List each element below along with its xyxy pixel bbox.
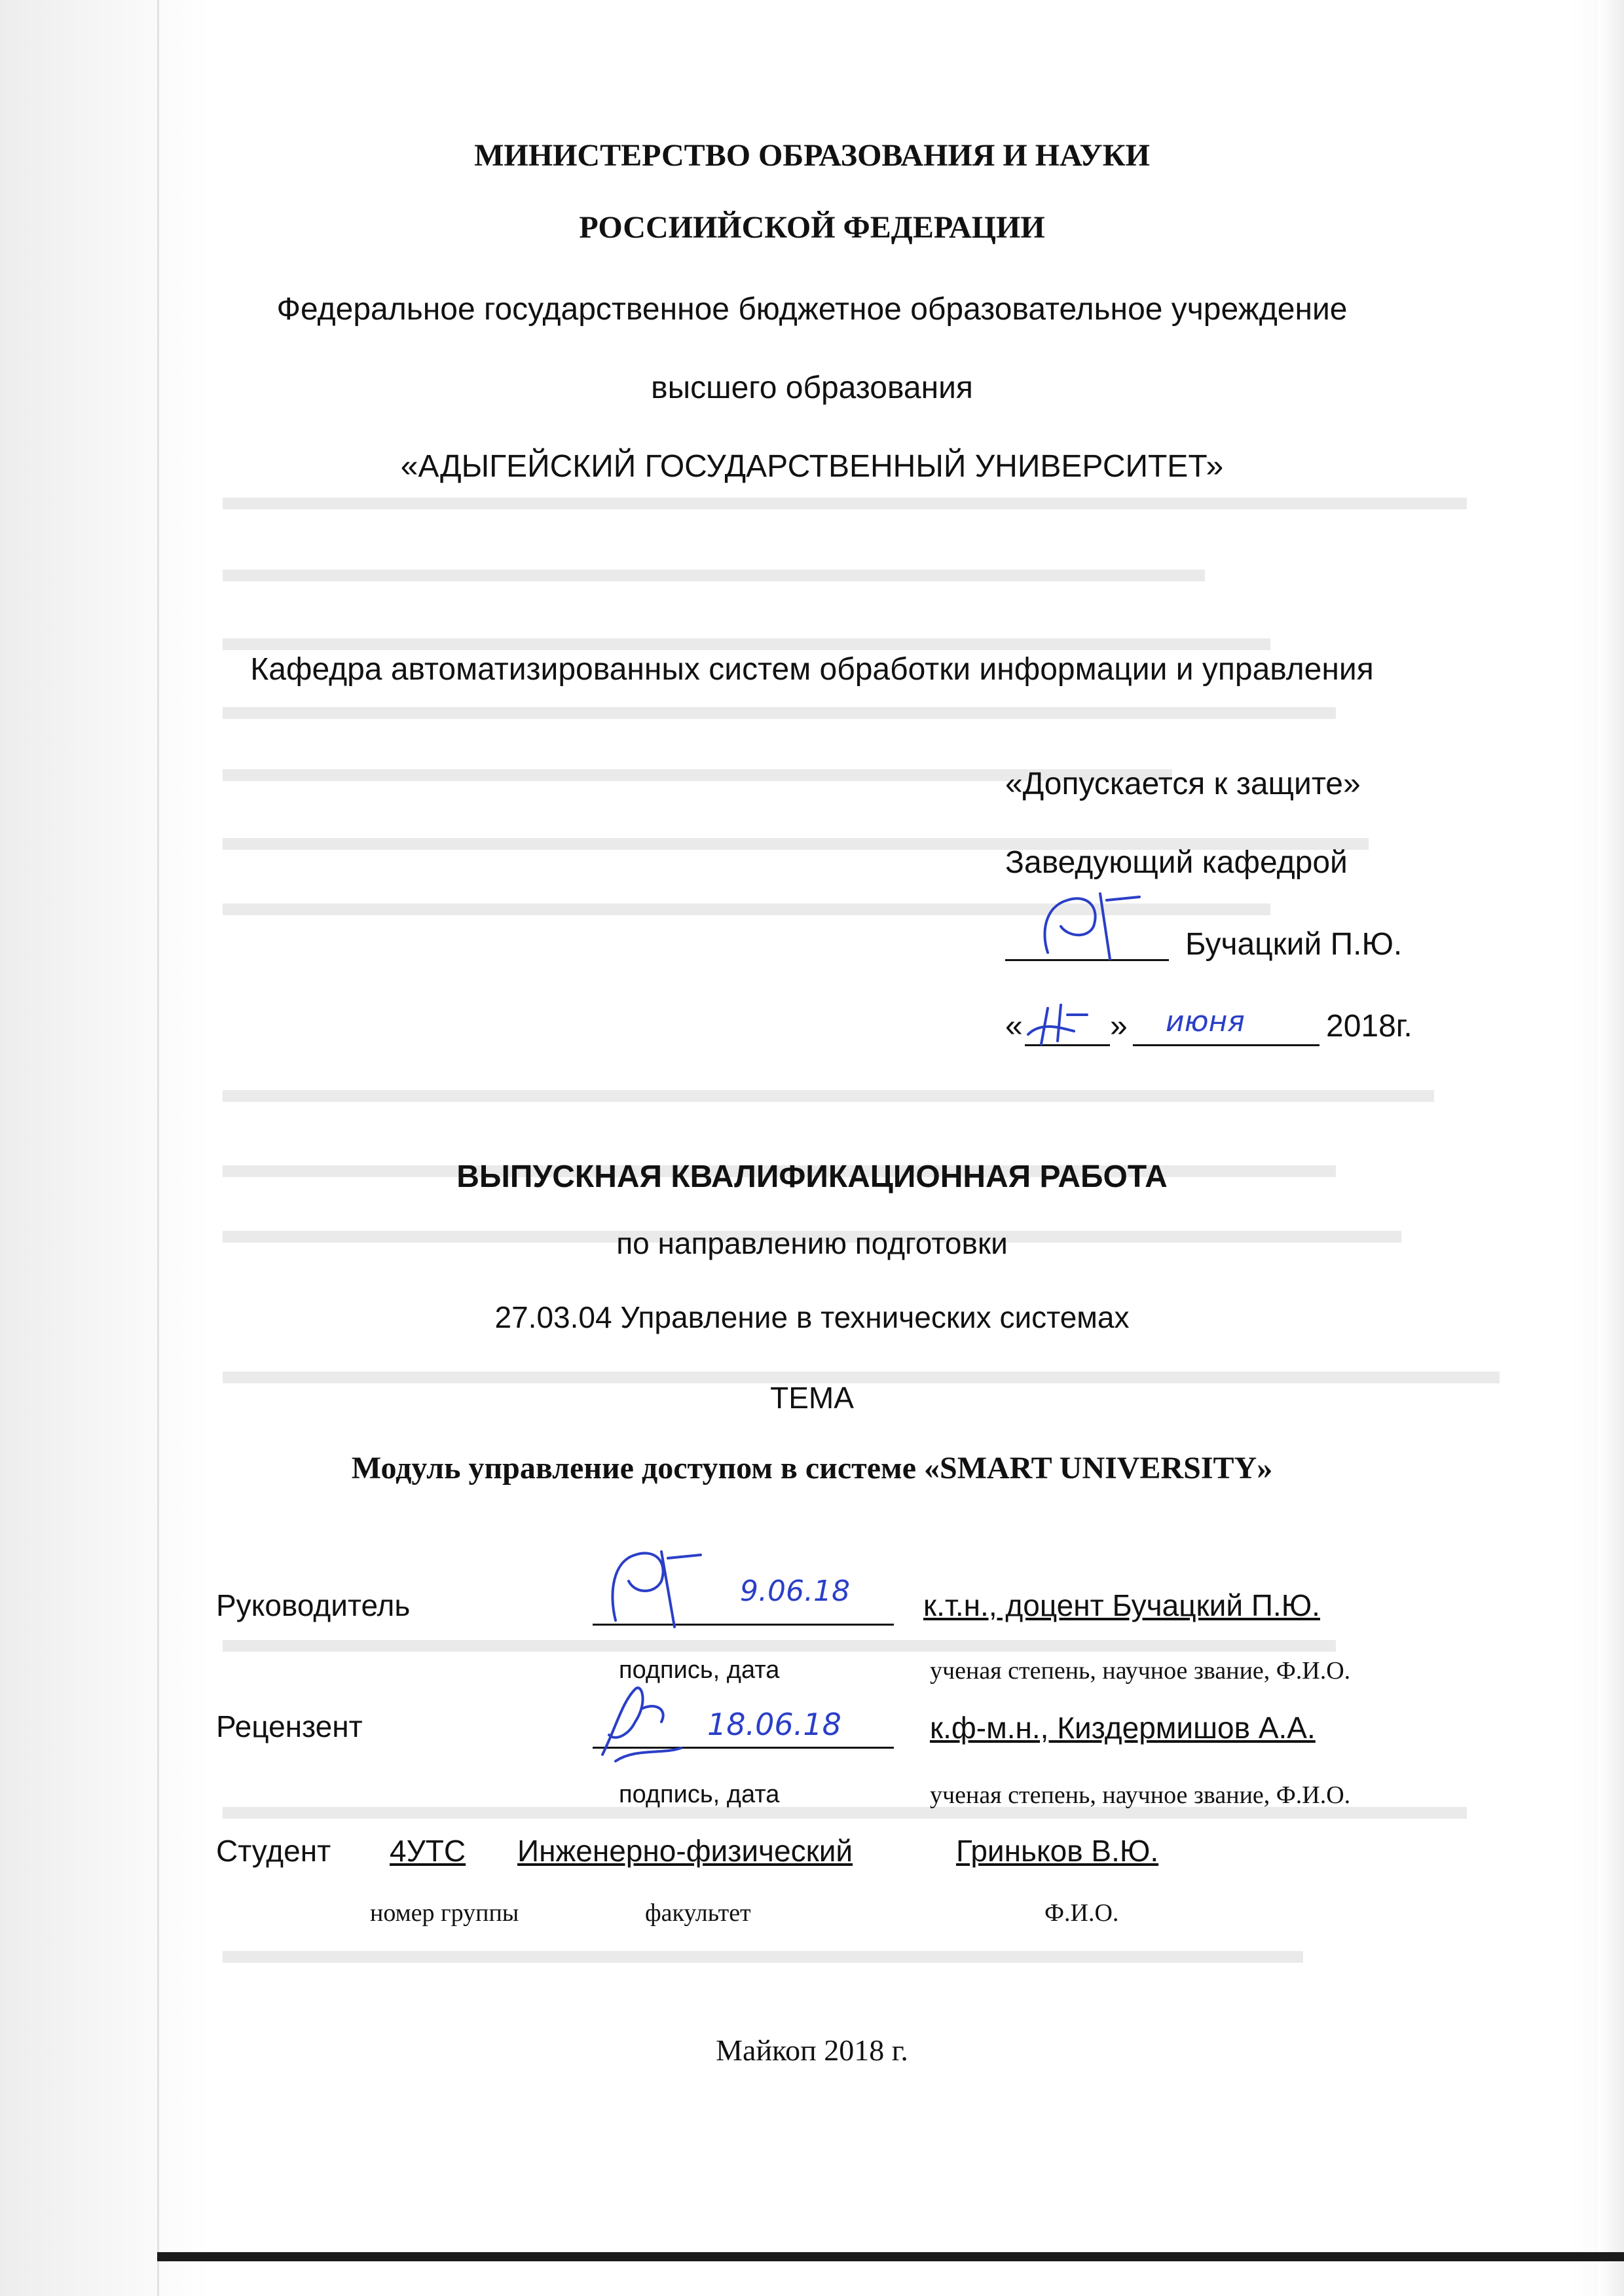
bleed-through-line — [223, 1090, 1434, 1102]
head-signature — [1022, 887, 1153, 966]
ministry-line-2: РОССИИЙСКОЙ ФЕДЕРАЦИИ — [579, 210, 1045, 245]
student-label: Студент — [216, 1834, 331, 1868]
supervisor-info: к.т.н., доцент Бучацкий П.Ю. — [923, 1588, 1320, 1622]
group-caption: номер группы — [370, 1899, 519, 1927]
bleed-through-line — [223, 498, 1467, 509]
bleed-through-line — [223, 638, 1270, 650]
student-name: Гриньков В.Ю. — [956, 1834, 1159, 1868]
date-month-handwritten — [1153, 995, 1303, 1048]
date-open-quote: « — [1005, 1009, 1023, 1044]
bleed-through-line — [223, 1951, 1303, 1963]
supervisor-degree-caption: ученая степень, научное звание, Ф.И.О. — [930, 1657, 1351, 1685]
reviewer-signature — [589, 1663, 897, 1781]
institution-line-2: высшего образования — [651, 371, 973, 405]
reviewer-sign-caption: подпись, дата — [619, 1781, 780, 1808]
head-of-department-title: Заведующий кафедрой — [1005, 845, 1348, 880]
direction-label: по направлению подготовки — [616, 1226, 1008, 1260]
supervisor-signature — [596, 1542, 897, 1653]
admitted-to-defense: «Допускается к защите» — [1005, 767, 1361, 801]
date-year: 2018г. — [1326, 1009, 1412, 1044]
faculty-caption: факультет — [645, 1899, 751, 1927]
name-caption: Ф.И.О. — [1044, 1899, 1119, 1927]
ministry-line-1: МИНИСТЕРСТВО ОБРАЗОВАНИЯ И НАУКИ — [474, 138, 1150, 173]
topic-label: ТЕМА — [770, 1381, 854, 1415]
thesis-type: ВЫПУСКНАЯ КВАЛИФИКАЦИОННАЯ РАБОТА — [456, 1159, 1168, 1194]
reviewer-info: к.ф-м.н., Киздермишов А.А. — [930, 1711, 1316, 1745]
student-faculty: Инженерно-физический — [517, 1834, 853, 1868]
reviewer-date-ink: 18.06.18 — [707, 1707, 841, 1742]
supervisor-label: Руководитель — [216, 1588, 411, 1622]
city-year: Майкоп 2018 г. — [716, 2033, 908, 2067]
institution-line-1: Федеральное государственное бюджетное образовательное учреждение — [276, 292, 1348, 327]
page-edge-shadow — [1598, 0, 1624, 2296]
reviewer-degree-caption: ученая степень, научное звание, Ф.И.О. — [930, 1781, 1351, 1809]
university-name: «АДЫГЕЙСКИЙ ГОСУДАРСТВЕННЫЙ УНИВЕРСИТЕТ» — [400, 449, 1224, 484]
head-name: Бучацкий П.Ю. — [1185, 927, 1403, 962]
supervisor-date-ink: 9.06.18 — [740, 1575, 850, 1608]
department-name: Кафедра автоматизированных систем обработки информации и управления — [250, 652, 1374, 687]
date-close-quote: » — [1110, 1009, 1128, 1044]
student-group: 4УТС — [390, 1834, 466, 1868]
supervisor-sign-caption: подпись, дата — [619, 1656, 780, 1684]
thesis-topic: Модуль управление доступом в системе «SMART UNIVERSITY» — [351, 1451, 1273, 1485]
page-fold-shadow — [157, 0, 159, 2296]
scan-bottom-edge — [157, 2252, 1624, 2261]
direction: 27.03.04 Управление в технических системах — [494, 1300, 1130, 1334]
bleed-through-line — [223, 570, 1205, 581]
date-month-ink-text: июня — [1166, 1005, 1245, 1038]
bleed-through-line — [223, 707, 1336, 719]
reviewer-label: Рецензент — [216, 1709, 363, 1743]
